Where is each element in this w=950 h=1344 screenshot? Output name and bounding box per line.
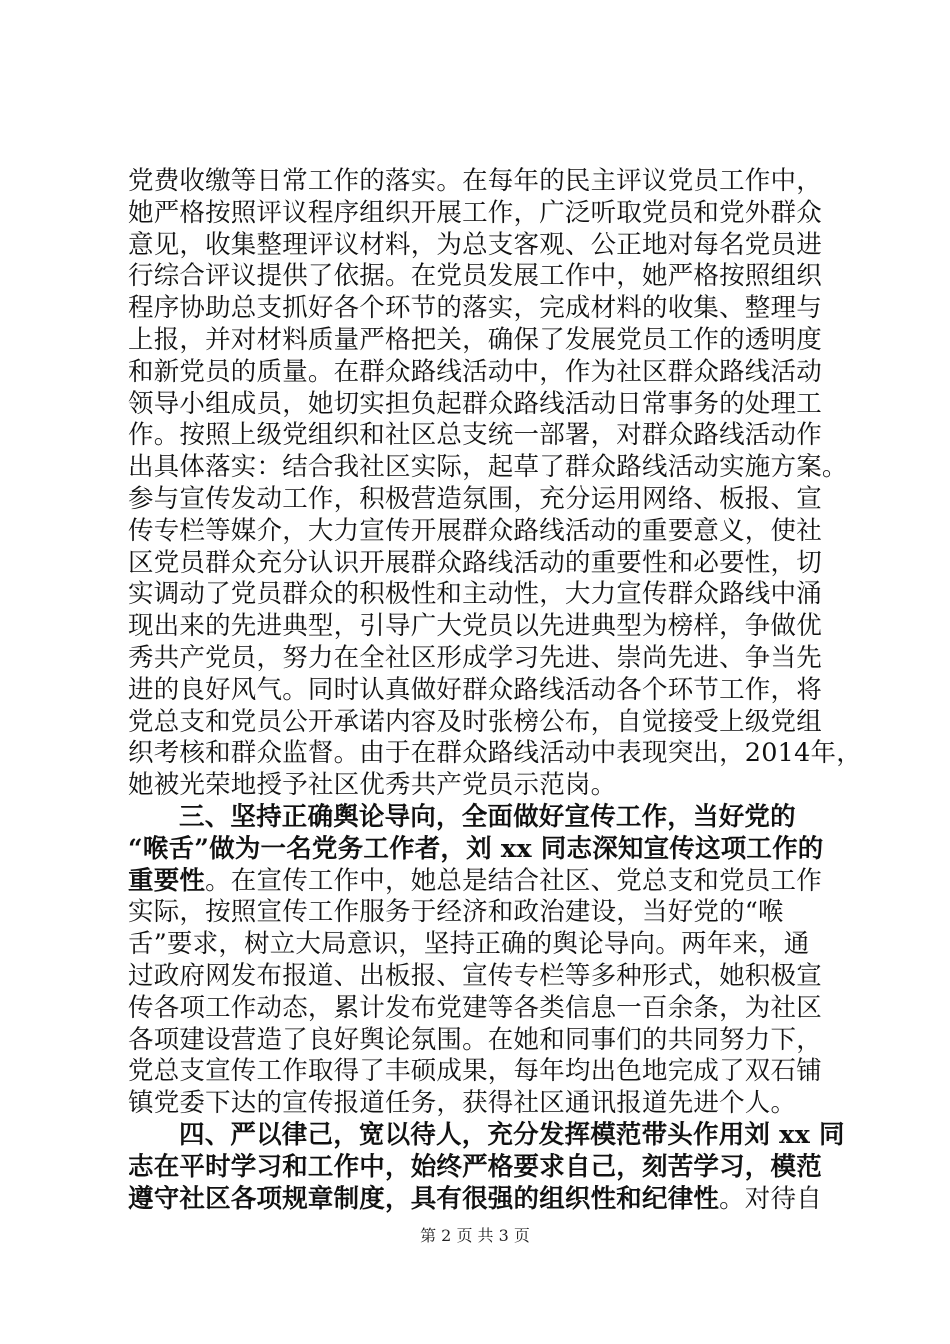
section-3-mixed-line <box>128 866 840 898</box>
text-line: 秀共产党员，努力在全社区形成学习先进、崇尚先进、争当先 <box>128 642 822 673</box>
section-3-heading: 三、坚持正确舆论导向，全面做好宣传工作，当好党的 <box>179 801 796 832</box>
text-line: 现出来的先进典型，引导广大党员以先进典型为榜样，争做优 <box>128 611 822 642</box>
section-3-text-start: 。在宣传工作中，她总是结合社区、党总支和党员工作 <box>205 865 822 896</box>
text-line: 上报，并对材料质量严格把关，确保了发展党员工作的透明度 <box>128 324 822 355</box>
text-line: 她严格按照评议程序组织开展工作，广泛听取党员和党外群众 <box>128 197 822 228</box>
section-4-heading: 四、严以律己，宽以待人，充分发挥模范带头作用刘 xx 同 <box>179 1119 845 1150</box>
section-3-heading-end: 重要性 <box>128 865 206 896</box>
text-line: 党费收缴等日常工作的落实。在每年的民主评议党员工作中， <box>128 166 822 196</box>
text-line: 实调动了党员群众的积极性和主动性，大力宣传群众路线中涌 <box>128 579 822 610</box>
section-4-heading-end: 遵守社区各项规章制度，具有很强的组织性和纪律性 <box>128 1183 720 1214</box>
section-4-heading-continued: 志在平时学习和工作中，始终严格要求自己，刻苦学习，模范 <box>128 1151 822 1182</box>
text-line: 进的良好风气。同时认真做好群众路线活动各个环节工作，将 <box>128 674 822 705</box>
text-line: 党总支和党员公开承诺内容及时张榜公布，自觉接受上级党组 <box>128 706 822 737</box>
text-line: 传专栏等媒介，大力宣传开展群众路线活动的重要意义，使社 <box>128 515 822 546</box>
text-line: 各项建设营造了良好舆论氛围。在她和同事们的共同努力下， <box>128 1024 822 1055</box>
text-line: 党总支宣传工作取得了丰硕成果，每年均出色地完成了双石铺 <box>128 1056 822 1087</box>
text-line: 过政府网发布报道、出板报、宣传专栏等多种形式，她积极宣 <box>128 960 822 991</box>
text-line: 意见，收集整理评议材料，为总支客观、公正地对每名党员进 <box>128 229 822 260</box>
document-body <box>128 166 862 1215</box>
text-line: 织考核和群众监督。由于在群众路线活动中表现突出，2014年， <box>128 738 862 769</box>
text-line: 舌”要求，树立大局意识，坚持正确的舆论导向。两年来，通 <box>128 929 810 960</box>
text-line: 参与宣传发动工作，积极营造氛围，充分运用网络、板报、宣 <box>128 483 822 514</box>
text-line: 行综合评议提供了依据。在党员发展工作中，她严格按照组织 <box>128 261 822 292</box>
text-line: 她被光荣地授予社区优秀共产党员示范岗。 <box>128 770 617 801</box>
text-line: 和新党员的质量。在群众路线活动中，作为社区群众路线活动 <box>128 356 822 387</box>
section-3-heading-continued: “喉舌”做为一名党务工作者，刘 xx 同志深知宣传这项工作的 <box>128 833 824 864</box>
text-line: 区党员群众充分认识开展群众路线活动的重要性和必要性，切 <box>128 547 822 578</box>
section-4-text-start: 。对待自 <box>719 1183 822 1214</box>
section-4-mixed-line <box>128 1184 840 1216</box>
text-line: 实际，按照宣传工作服务于经济和政治建设，当好党的“喉 <box>128 897 784 928</box>
text-line: 镇党委下达的宣传报道任务，获得社区通讯报道先进个人。 <box>128 1088 797 1119</box>
text-line: 出具体落实：结合我社区实际，起草了群众路线活动实施方案。 <box>128 452 848 483</box>
text-line: 传各项工作动态，累计发布党建等各类信息一百余条，为社区 <box>128 992 822 1023</box>
page-number-footer: 第 2 页 共 3 页 <box>420 1226 530 1245</box>
text-line: 领导小组成员，她切实担负起群众路线活动日常事务的处理工 <box>128 388 822 419</box>
text-line: 作。按照上级党组织和社区总支统一部署，对群众路线活动作 <box>128 420 822 451</box>
text-line: 程序协助总支抓好各个环节的落实，完成材料的收集、整理与 <box>128 293 822 324</box>
